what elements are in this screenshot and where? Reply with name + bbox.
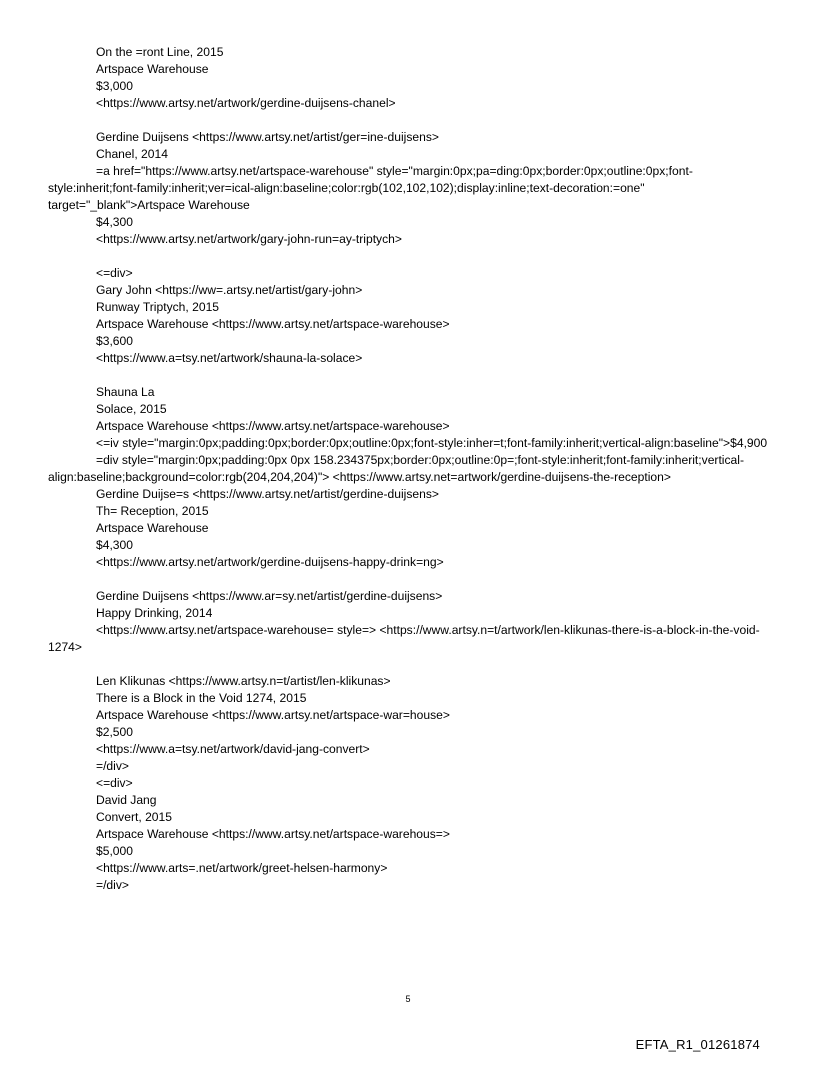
text-line: Len Klikunas <https://www.artsy.n=t/artist/len-klikunas>	[96, 674, 391, 688]
text-line: <https://www.artsy.net/artwork/gerdine-duijsens-chanel>	[96, 96, 396, 110]
text-line: $3,600	[96, 334, 133, 348]
page-number: 5	[405, 994, 411, 1004]
blank-line	[48, 112, 778, 129]
text-line: Artspace Warehouse	[96, 521, 209, 535]
text-line: Solace, 2015	[96, 402, 167, 416]
text-line: Convert, 2015	[96, 810, 172, 824]
text-line: Gerdine Duijsens <https://www.artsy.net/artist/ger=ine-duijsens>	[96, 130, 439, 144]
text-line: Runway Triptych, 2015	[96, 300, 220, 314]
text-line: Gerdine Duijse=s <https://www.artsy.net/artist/gerdine-duijsens>	[96, 487, 439, 501]
blank-line	[48, 367, 778, 384]
text-line: <=iv style="margin:0px;padding:0px;border:0px;outline:0px;font-style:inher=t;font-family:inherit;vertical-align:baseline">$4,900	[96, 436, 768, 450]
text-line: =/div>	[96, 759, 129, 773]
bates-number: EFTA_R1_01261874	[635, 1037, 760, 1052]
text-line: $3,000	[96, 79, 133, 93]
text-line: Th= Reception, 2015	[96, 504, 209, 518]
blank-line	[48, 248, 778, 265]
text-line: David Jang	[96, 793, 157, 807]
text-line: Happy Drinking, 2014	[96, 606, 213, 620]
text-line: Chanel, 2014	[96, 147, 168, 161]
text-line: <https://www.a=tsy.net/artwork/david-jang-convert>	[96, 742, 370, 756]
text-line: <=div>	[96, 266, 133, 280]
text-line: <https://www.arts=.net/artwork/greet-helsen-harmony>	[96, 861, 388, 875]
text-line: Artspace Warehouse <https://www.artsy.net/artspace-warehous=>	[96, 827, 450, 841]
text-line: Shauna La	[96, 385, 155, 399]
text-line: =/div>	[96, 878, 129, 892]
text-line: On the =ront Line, 2015	[96, 45, 224, 59]
text-line: <https://www.artsy.net/artspace-warehouse= style=> <https://www.artsy.n=t/artwork/len-klikunas-there-is-a-block-in-the-void-1274>	[48, 623, 760, 654]
text-line: Artspace Warehouse	[96, 62, 209, 76]
text-line: $2,500	[96, 725, 133, 739]
text-line: =div style="margin:0px;padding:0px 0px 158.234375px;border:0px;outline:0p=;font-style:inherit;font-family:inherit;vertical-align:baseline;background=color:rgb(204,204,204)"> <https://www.artsy.net=artwork/gerdine-duijsens-the-reception>	[48, 453, 744, 484]
text-line: Gary John <https://ww=.artsy.net/artist/gary-john>	[96, 283, 363, 297]
blank-line	[48, 656, 778, 673]
text-line: =a href="https://www.artsy.net/artspace-warehouse" style="margin:0px;pa=ding:0px;border:0px;outline:0px;font-style:inherit;font-family:inherit;ver=ical-align:baseline;color:rgb(102,102,102);display:inline;text-decoration:=one" target="_blank">Artspace Warehouse	[48, 164, 693, 212]
text-line: $4,300	[96, 538, 133, 552]
text-line: <=div>	[96, 776, 133, 790]
text-line: Artspace Warehouse <https://www.artsy.net/artspace-war=house>	[96, 708, 450, 722]
document-body	[48, 44, 778, 894]
text-line: There is a Block in the Void 1274, 2015	[96, 691, 307, 705]
blank-line	[48, 571, 778, 588]
text-line: <https://www.artsy.net/artwork/gerdine-duijsens-happy-drink=ng>	[96, 555, 444, 569]
text-line: $4,300	[96, 215, 133, 229]
text-line: $5,000	[96, 844, 133, 858]
text-line: Artspace Warehouse <https://www.artsy.net/artspace-warehouse>	[96, 317, 450, 331]
text-line: <https://www.artsy.net/artwork/gary-john-run=ay-triptych>	[96, 232, 402, 246]
text-line: Gerdine Duijsens <https://www.ar=sy.net/artist/gerdine-duijsens>	[96, 589, 443, 603]
text-line: Artspace Warehouse <https://www.artsy.net/artspace-warehouse>	[96, 419, 450, 433]
text-line: <https://www.a=tsy.net/artwork/shauna-la-solace>	[96, 351, 363, 365]
